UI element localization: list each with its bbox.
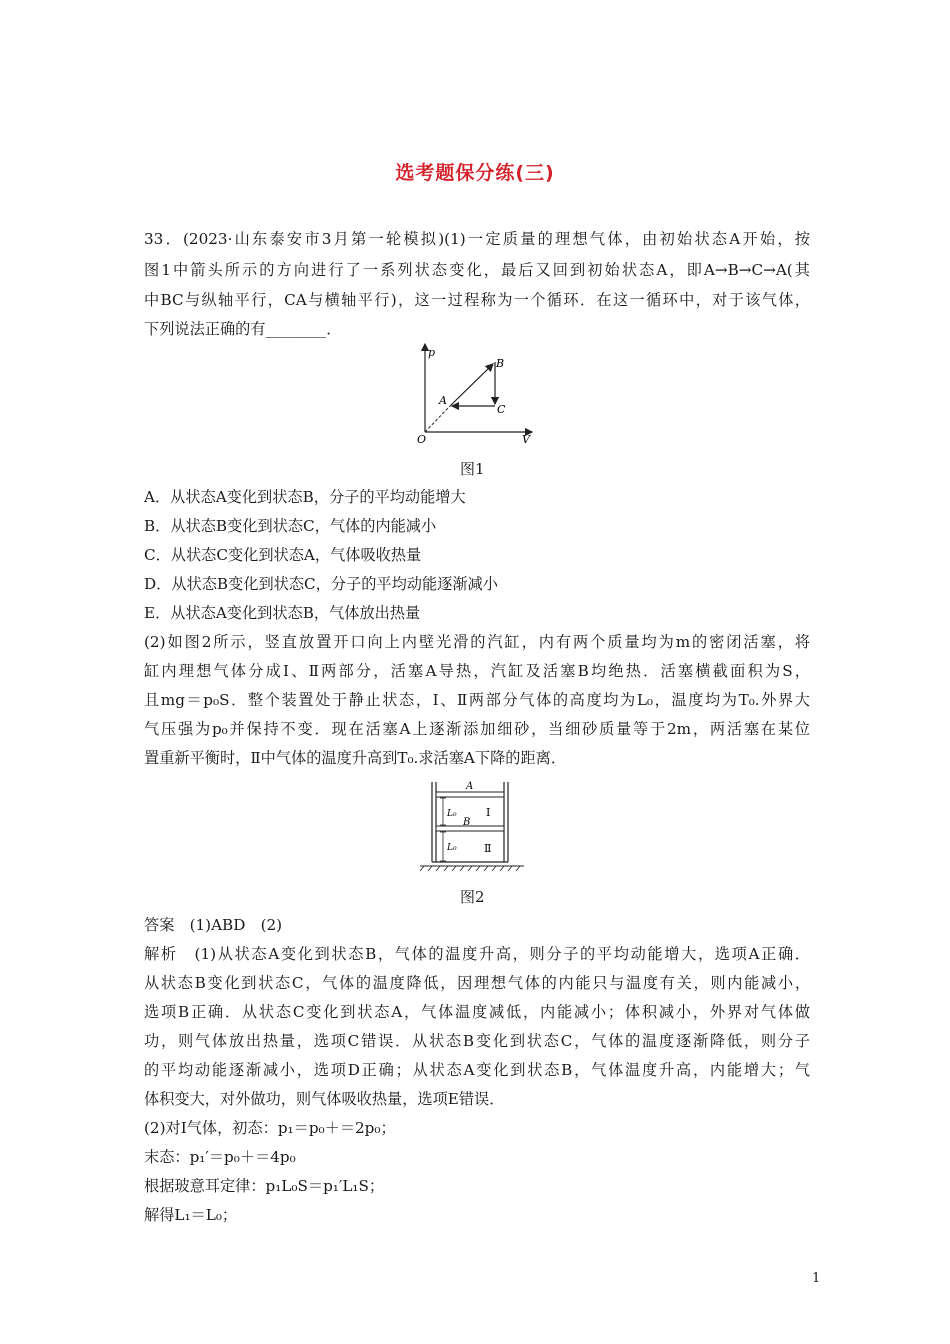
label-p: p [428, 346, 436, 359]
label-piston-a: A [466, 781, 474, 792]
page-number: 1 [812, 1271, 821, 1286]
analysis-line-3: 选项B正确．从状态C变化到状态A，气体温度减低，内能减小；体积减小，外界对气体做 [144, 1003, 810, 1021]
label-o: O [417, 433, 427, 446]
part2-line-1: (2)如图2所示，竖直放置开口向上内壁光滑的汽缸，内有两个质量均为m的密闭活塞，将 [144, 633, 810, 651]
label-region-ii: Ⅱ [484, 842, 492, 855]
part2-line-3: 且mg＝p₀S．整个装置处于静止状态，Ⅰ、Ⅱ两部分气体的高度均为L₀，温度均为T₀.外界大 [144, 691, 810, 709]
option-b: B．从状态B变化到状态C，气体的内能减小 [144, 517, 437, 535]
pv-diagram [410, 338, 540, 446]
option-c: C．从状态C变化到状态A，气体吸收热量 [144, 546, 422, 564]
option-d: D．从状态B变化到状态C，分子的平均动能逐渐减小 [144, 575, 498, 593]
question-line-1: 33．(2023·山东泰安市3月第一轮模拟)(1)一定质量的理想气体，由初始状态A开始，按 [144, 230, 810, 248]
analysis-line-8: 末态：p₁′＝p₀＋＝4p₀ [144, 1148, 296, 1166]
part2-line-5: 置重新平衡时，Ⅱ中气体的温度升高到T₀.求活塞A下降的距离． [144, 749, 567, 767]
analysis-line-4: 功，则气体放出热量，选项C错误．从状态B变化到状态C，气体的温度逐渐降低，则分子 [144, 1032, 810, 1050]
label-region-i: Ⅰ [486, 806, 491, 819]
analysis-line-2: 从状态B变化到状态C，气体的温度降低，因理想气体的内能只与温度有关，则内能减小， [144, 974, 810, 992]
answer-line: 答案 (1)ABD (2) [144, 916, 283, 934]
question-line-3: 中BC与纵轴平行，CA与横轴平行)，这一过程称为一个循环．在这一循环中，对于该气体， [144, 291, 810, 309]
process-a-to-b [450, 364, 493, 406]
label-v: V [522, 433, 530, 446]
label-piston-b: B [463, 817, 471, 828]
figure-2-caption: 图2 [460, 888, 485, 906]
question-line-2: 图1中箭头所示的方向进行了一系列状态变化，最后又回到初始状态A，即A→B→C→A(其 [144, 261, 810, 279]
label-b: B [496, 357, 505, 370]
option-e: E．从状态A变化到状态B，气体放出热量 [144, 604, 421, 622]
analysis-line-7: (2)对Ⅰ气体，初态：p₁＝p₀＋＝2p₀； [144, 1119, 396, 1137]
analysis-line-6: 体积变大，对外做功，则气体吸收热量，选项E错误． [144, 1090, 505, 1108]
dashed-extension [425, 406, 450, 432]
part2-line-4: 气压强为p₀并保持不变．现在活塞A上逐渐添加细砂，当细砂质量等于2m，两活塞在某位 [144, 720, 810, 738]
analysis-line-1: 解析 (1)从状态A变化到状态B，气体的温度升高，则分子的平均动能增大，选项A正确． [144, 945, 810, 963]
cylinder-diagram [418, 776, 528, 872]
piston-a [436, 792, 504, 797]
figure-1-caption: 图1 [460, 460, 485, 478]
option-a: A．从状态A变化到状态B，分子的平均动能增大 [144, 488, 466, 506]
label-l0-top: L₀ [447, 809, 457, 819]
page-title: 选考题保分练(三) [395, 162, 555, 184]
ground-hatching [420, 866, 520, 871]
analysis-line-9: 根据玻意耳定律：p₁L₀S＝p₁′L₁S； [144, 1177, 385, 1195]
analysis-line-10: 解得L₁＝L₀； [144, 1206, 238, 1224]
analysis-line-5: 的平均动能逐渐减小，选项D正确；从状态A变化到状态B，气体温度升高，内能增大；气 [144, 1061, 810, 1079]
label-c: C [497, 403, 506, 416]
part2-line-2: 缸内理想气体分成Ⅰ、Ⅱ两部分，活塞A导热，汽缸及活塞B均绝热．活塞横截面积为S， [144, 662, 810, 680]
question-line-4: 下列说法正确的有________． [144, 320, 342, 338]
label-l0-bottom: L₀ [447, 843, 457, 853]
label-a: A [439, 394, 447, 407]
